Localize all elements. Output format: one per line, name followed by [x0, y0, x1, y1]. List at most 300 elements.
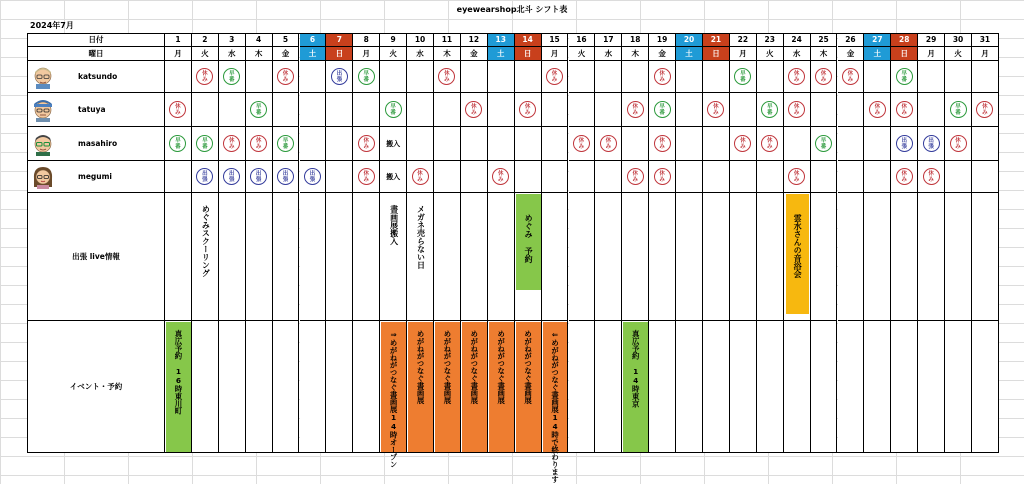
cell-text: 9	[390, 35, 396, 44]
shift-cell[interactable]	[945, 127, 972, 161]
trip-stamp-icon	[223, 168, 240, 185]
shift-cell[interactable]	[461, 61, 488, 93]
outing-cell[interactable]	[246, 193, 273, 321]
shift-cell[interactable]	[300, 93, 327, 127]
shift-cell[interactable]	[326, 61, 353, 93]
outing-cell[interactable]	[864, 193, 891, 321]
weekday-cell[interactable]	[703, 47, 730, 61]
outing-cell[interactable]	[972, 193, 999, 321]
stamp-char: 休	[766, 137, 773, 144]
event-cell[interactable]	[784, 321, 811, 453]
outing-cell[interactable]	[918, 193, 945, 321]
shift-cell[interactable]	[730, 61, 757, 93]
outing-cell[interactable]	[730, 193, 757, 321]
stamp-char: 出	[309, 170, 316, 177]
shift-cell[interactable]	[488, 61, 515, 93]
outing-item[interactable]	[380, 193, 407, 321]
stamp-char: 張	[202, 176, 208, 183]
date-cell[interactable]	[219, 33, 246, 47]
cell-text: 11	[441, 35, 453, 44]
shift-cell[interactable]	[461, 93, 488, 127]
weekday-cell[interactable]	[192, 47, 219, 61]
date-cell[interactable]	[515, 33, 542, 47]
shift-cell[interactable]	[757, 127, 784, 161]
shift-cell[interactable]	[273, 61, 300, 93]
event-text: めがねがつなぐ書画展	[469, 330, 479, 404]
shift-cell[interactable]	[703, 93, 730, 127]
shift-cell[interactable]	[595, 93, 622, 127]
stamp-char: み	[578, 143, 585, 150]
shift-cell[interactable]	[703, 161, 730, 193]
outing-cell[interactable]	[945, 193, 972, 321]
date-cell[interactable]	[407, 33, 434, 47]
outing-cell[interactable]	[434, 193, 461, 321]
shift-cell[interactable]	[891, 93, 918, 127]
stamp-char: 出	[282, 170, 289, 177]
shift-cell[interactable]	[165, 127, 192, 161]
shift-cell[interactable]	[649, 93, 676, 127]
weekday-cell[interactable]	[595, 47, 622, 61]
shift-cell[interactable]	[326, 127, 353, 161]
shift-cell[interactable]	[434, 161, 461, 193]
date-cell[interactable]	[945, 33, 972, 47]
stamp-char: 番	[659, 109, 665, 116]
shift-cell[interactable]	[434, 93, 461, 127]
shift-cell[interactable]	[407, 61, 434, 93]
shift-cell[interactable]	[730, 161, 757, 193]
weekday-cell[interactable]	[891, 47, 918, 61]
weekday-cell[interactable]	[972, 47, 999, 61]
shift-cell[interactable]	[300, 127, 327, 161]
date-cell[interactable]	[649, 33, 676, 47]
stamp-char: 早	[390, 103, 396, 110]
shift-cell[interactable]	[407, 93, 434, 127]
shift-cell[interactable]	[165, 93, 192, 127]
date-cell[interactable]	[891, 33, 918, 47]
shift-cell[interactable]	[838, 93, 865, 127]
event-cell[interactable]	[864, 321, 891, 453]
shift-cell[interactable]	[864, 93, 891, 127]
weekday-cell[interactable]	[569, 47, 596, 61]
outing-cell[interactable]	[811, 193, 838, 321]
date-cell[interactable]	[542, 33, 569, 47]
outing-cell[interactable]	[542, 193, 569, 321]
shift-cell[interactable]	[569, 61, 596, 93]
shift-cell[interactable]	[488, 127, 515, 161]
shift-cell[interactable]	[811, 61, 838, 93]
stamp-char: 番	[740, 76, 746, 83]
weekday-cell[interactable]	[515, 47, 542, 61]
weekday-cell[interactable]	[784, 47, 811, 61]
shift-cell[interactable]	[569, 161, 596, 193]
shift-cell[interactable]	[219, 93, 246, 127]
trip-stamp-icon	[331, 68, 348, 85]
outing-cell[interactable]	[461, 193, 488, 321]
off-stamp-icon	[223, 135, 240, 152]
shift-cell[interactable]	[784, 61, 811, 93]
shift-cell[interactable]	[811, 127, 838, 161]
stamp-char: 早	[202, 137, 208, 144]
off-stamp-icon	[896, 168, 913, 185]
outing-item[interactable]	[192, 193, 219, 321]
shift-cell[interactable]	[192, 161, 219, 193]
shift-cell[interactable]	[945, 93, 972, 127]
event-cell[interactable]	[811, 321, 838, 453]
weekday-cell[interactable]	[353, 47, 380, 61]
event-cell[interactable]	[757, 321, 784, 453]
shift-cell[interactable]	[407, 127, 434, 161]
shift-cell[interactable]	[864, 127, 891, 161]
shift-cell[interactable]	[434, 61, 461, 93]
stamp-char: 休	[578, 137, 585, 144]
shift-cell[interactable]	[622, 161, 649, 193]
outing-cell[interactable]	[326, 193, 353, 321]
shift-cell[interactable]	[838, 127, 865, 161]
shift-cell[interactable]	[891, 161, 918, 193]
early-stamp-icon	[654, 101, 671, 118]
shift-cell[interactable]	[945, 61, 972, 93]
shift-cell[interactable]	[972, 61, 999, 93]
outing-cell[interactable]	[488, 193, 515, 321]
date-cell[interactable]	[595, 33, 622, 47]
shift-cell[interactable]	[219, 161, 246, 193]
cell-text: 28	[899, 35, 910, 44]
outing-cell[interactable]	[757, 193, 784, 321]
stamp-char: 出	[202, 170, 208, 177]
shift-cell[interactable]	[972, 127, 999, 161]
weekday-cell[interactable]	[246, 47, 273, 61]
event-cell[interactable]	[569, 321, 596, 453]
early-stamp-icon	[385, 101, 402, 118]
date-cell[interactable]	[918, 33, 945, 47]
shift-cell[interactable]	[784, 161, 811, 193]
event-item[interactable]	[435, 322, 460, 452]
date-cell[interactable]	[461, 33, 488, 47]
stamp-char: 休	[793, 70, 800, 77]
shift-cell[interactable]	[246, 161, 273, 193]
event-text: めがねがつなぐ書画展	[416, 330, 426, 404]
outing-cell[interactable]	[595, 193, 622, 321]
weekday-cell[interactable]	[811, 47, 838, 61]
event-item[interactable]	[543, 322, 568, 483]
event-item[interactable]	[623, 322, 648, 452]
stamp-char: み	[901, 109, 907, 116]
shift-cell[interactable]	[246, 127, 273, 161]
shift-cell[interactable]	[838, 161, 865, 193]
shift-cell[interactable]	[353, 161, 380, 193]
stamp-char: 休	[175, 103, 181, 110]
weekday-cell[interactable]	[542, 47, 569, 61]
shift-cell[interactable]	[273, 127, 300, 161]
event-cell[interactable]	[972, 321, 999, 453]
staff-name: masahiro	[78, 139, 118, 148]
shift-cell[interactable]	[246, 93, 273, 127]
date-cell[interactable]	[569, 33, 596, 47]
date-cell[interactable]	[757, 33, 784, 47]
event-cell[interactable]	[246, 321, 273, 453]
shift-cell[interactable]	[353, 61, 380, 93]
weekday-cell[interactable]	[730, 47, 757, 61]
shift-cell[interactable]	[595, 61, 622, 93]
outing-cell[interactable]	[353, 193, 380, 321]
shift-cell[interactable]	[515, 127, 542, 161]
shift-cell[interactable]	[622, 61, 649, 93]
cell-text: 29	[925, 35, 937, 44]
event-cell[interactable]	[703, 321, 730, 453]
event-item[interactable]	[381, 322, 406, 468]
shift-cell[interactable]	[972, 93, 999, 127]
off-stamp-icon	[788, 68, 805, 85]
weekday-cell[interactable]	[649, 47, 676, 61]
outing-cell[interactable]	[703, 193, 730, 321]
weekday-cell[interactable]	[676, 47, 703, 61]
weekday-cell[interactable]	[757, 47, 784, 61]
date-cell[interactable]	[703, 33, 730, 47]
cell-text: 2	[202, 35, 208, 44]
outing-cell[interactable]	[165, 193, 192, 321]
date-cell[interactable]	[811, 33, 838, 47]
off-stamp-icon	[519, 101, 536, 118]
weekday-cell[interactable]	[165, 47, 192, 61]
stamp-char: み	[928, 176, 934, 183]
event-item[interactable]	[516, 322, 541, 452]
stamp-char: み	[740, 143, 746, 150]
early-stamp-icon	[815, 135, 832, 152]
shift-cell[interactable]	[676, 161, 703, 193]
outing-cell[interactable]	[838, 193, 865, 321]
shift-cell[interactable]	[649, 161, 676, 193]
stamp-char: み	[874, 109, 881, 116]
outing-cell[interactable]	[219, 193, 246, 321]
shift-cell[interactable]	[676, 93, 703, 127]
shift-cell[interactable]	[515, 93, 542, 127]
shift-cell[interactable]	[192, 93, 219, 127]
date-cell[interactable]	[326, 33, 353, 47]
cell-text: 16	[576, 35, 587, 44]
shift-cell[interactable]	[488, 161, 515, 193]
event-cell[interactable]	[353, 321, 380, 453]
shift-cell[interactable]	[703, 127, 730, 161]
cell-text: 27	[872, 35, 883, 44]
date-cell[interactable]	[353, 33, 380, 47]
outing-cell[interactable]	[676, 193, 703, 321]
weekday-cell[interactable]	[918, 47, 945, 61]
cell-text: 15	[549, 35, 560, 44]
shift-cell[interactable]	[542, 161, 569, 193]
shift-cell[interactable]	[676, 127, 703, 161]
shift-cell[interactable]	[595, 161, 622, 193]
shift-cell[interactable]	[811, 161, 838, 193]
date-cell[interactable]	[838, 33, 865, 47]
outing-cell[interactable]	[622, 193, 649, 321]
event-cell[interactable]	[595, 321, 622, 453]
shift-cell[interactable]	[811, 93, 838, 127]
date-cell[interactable]	[622, 33, 649, 47]
weekday-cell[interactable]	[838, 47, 865, 61]
stamp-char: み	[202, 76, 208, 83]
shift-cell[interactable]	[380, 61, 407, 93]
shift-cell[interactable]	[703, 61, 730, 93]
weekday-cell[interactable]	[219, 47, 246, 61]
outing-cell[interactable]	[649, 193, 676, 321]
shift-cell[interactable]	[918, 93, 945, 127]
shift-cell[interactable]	[542, 61, 569, 93]
shift-cell[interactable]	[649, 61, 676, 93]
event-cell[interactable]	[326, 321, 353, 453]
weekday-cell[interactable]	[300, 47, 327, 61]
weekday-cell[interactable]	[380, 47, 407, 61]
event-item[interactable]	[462, 322, 487, 452]
off-stamp-icon	[277, 68, 294, 85]
date-cell[interactable]	[676, 33, 703, 47]
stamp-char: み	[282, 76, 289, 83]
shift-cell[interactable]	[918, 161, 945, 193]
shift-cell[interactable]	[219, 61, 246, 93]
outing-item[interactable]	[516, 194, 541, 290]
outing-cell[interactable]	[891, 193, 918, 321]
weekday-cell[interactable]	[273, 47, 300, 61]
shift-cell[interactable]	[784, 127, 811, 161]
shift-cell[interactable]	[407, 161, 434, 193]
shift-cell[interactable]	[757, 161, 784, 193]
shift-cell[interactable]	[730, 127, 757, 161]
shift-cell[interactable]	[353, 127, 380, 161]
shift-cell[interactable]	[515, 161, 542, 193]
stamp-char: み	[820, 76, 827, 83]
shift-cell[interactable]	[757, 93, 784, 127]
shift-cell[interactable]	[380, 127, 407, 161]
shift-cell[interactable]	[864, 61, 891, 93]
outing-cell[interactable]	[273, 193, 300, 321]
stamp-char: 番	[363, 76, 369, 83]
date-cell[interactable]	[246, 33, 273, 47]
shift-cell[interactable]	[891, 61, 918, 93]
shift-cell[interactable]	[569, 93, 596, 127]
weekday-cell[interactable]	[945, 47, 972, 61]
cell-text: 日	[335, 49, 344, 58]
outing-item[interactable]	[786, 194, 809, 314]
shift-cell[interactable]	[219, 127, 246, 161]
shift-cell[interactable]	[300, 61, 327, 93]
weekday-cell[interactable]	[864, 47, 891, 61]
event-item[interactable]	[166, 322, 191, 452]
event-cell[interactable]	[838, 321, 865, 453]
shift-cell[interactable]	[300, 161, 327, 193]
date-cell[interactable]	[972, 33, 999, 47]
shift-cell[interactable]	[730, 93, 757, 127]
date-cell[interactable]	[165, 33, 192, 47]
date-cell[interactable]	[730, 33, 757, 47]
weekday-cell[interactable]	[407, 47, 434, 61]
shift-cell[interactable]	[380, 93, 407, 127]
shift-cell[interactable]	[622, 127, 649, 161]
shift-cell[interactable]	[784, 93, 811, 127]
outing-text: メガネ売らない日	[416, 205, 426, 269]
shift-cell[interactable]	[918, 127, 945, 161]
shift-cell[interactable]	[864, 161, 891, 193]
cell-text: 火	[389, 49, 397, 58]
shift-cell[interactable]	[676, 61, 703, 93]
date-cell[interactable]	[488, 33, 515, 47]
stamp-char: 番	[901, 76, 907, 83]
outing-text: めぐみスクーリング	[201, 205, 211, 277]
shift-cell[interactable]	[595, 127, 622, 161]
date-cell[interactable]	[434, 33, 461, 47]
shift-cell[interactable]	[461, 161, 488, 193]
shift-cell[interactable]	[838, 61, 865, 93]
shift-cell[interactable]	[649, 127, 676, 161]
date-cell[interactable]	[273, 33, 300, 47]
event-cell[interactable]	[918, 321, 945, 453]
weekday-cell[interactable]	[622, 47, 649, 61]
shift-cell[interactable]	[515, 61, 542, 93]
shift-cell[interactable]	[488, 93, 515, 127]
outing-cell[interactable]	[569, 193, 596, 321]
shift-cell[interactable]	[246, 61, 273, 93]
event-item[interactable]	[408, 322, 433, 452]
shift-cell[interactable]	[353, 93, 380, 127]
event-cell[interactable]	[649, 321, 676, 453]
shift-cell[interactable]	[972, 161, 999, 193]
stamp-char: 休	[632, 103, 638, 110]
shift-cell[interactable]	[461, 127, 488, 161]
shift-cell[interactable]	[192, 127, 219, 161]
outing-item[interactable]	[407, 193, 434, 321]
shift-cell[interactable]	[165, 61, 192, 93]
cell-text: 30	[952, 35, 964, 44]
shift-cell[interactable]	[945, 161, 972, 193]
date-cell[interactable]	[784, 33, 811, 47]
shift-cell[interactable]	[918, 61, 945, 93]
shift-cell[interactable]	[273, 161, 300, 193]
shift-cell[interactable]	[542, 93, 569, 127]
shift-cell[interactable]	[326, 161, 353, 193]
event-cell[interactable]	[192, 321, 219, 453]
shift-cell[interactable]	[434, 127, 461, 161]
date-cell[interactable]	[192, 33, 219, 47]
date-cell[interactable]	[380, 33, 407, 47]
weekday-cell[interactable]	[434, 47, 461, 61]
shift-cell[interactable]	[569, 127, 596, 161]
weekday-cell[interactable]	[488, 47, 515, 61]
cell-text: 21	[710, 35, 722, 44]
event-cell[interactable]	[300, 321, 327, 453]
outing-cell[interactable]	[300, 193, 327, 321]
event-cell[interactable]	[730, 321, 757, 453]
early-stamp-icon	[761, 101, 778, 118]
shift-cell[interactable]	[380, 161, 407, 193]
event-cell[interactable]	[273, 321, 300, 453]
shift-cell[interactable]	[326, 93, 353, 127]
event-cell[interactable]	[219, 321, 246, 453]
shift-cell[interactable]	[757, 61, 784, 93]
shift-cell[interactable]	[273, 93, 300, 127]
shift-cell[interactable]	[192, 61, 219, 93]
shift-cell[interactable]	[542, 127, 569, 161]
event-cell[interactable]	[945, 321, 972, 453]
shift-cell[interactable]	[622, 93, 649, 127]
shift-cell[interactable]	[165, 161, 192, 193]
event-item[interactable]	[489, 322, 514, 452]
shift-cell[interactable]	[891, 127, 918, 161]
event-cell[interactable]	[676, 321, 703, 453]
date-cell[interactable]	[300, 33, 327, 47]
stamp-char: 休	[497, 170, 504, 177]
weekday-cell[interactable]	[326, 47, 353, 61]
event-cell[interactable]	[891, 321, 918, 453]
date-cell[interactable]	[864, 33, 891, 47]
weekday-cell[interactable]	[461, 47, 488, 61]
